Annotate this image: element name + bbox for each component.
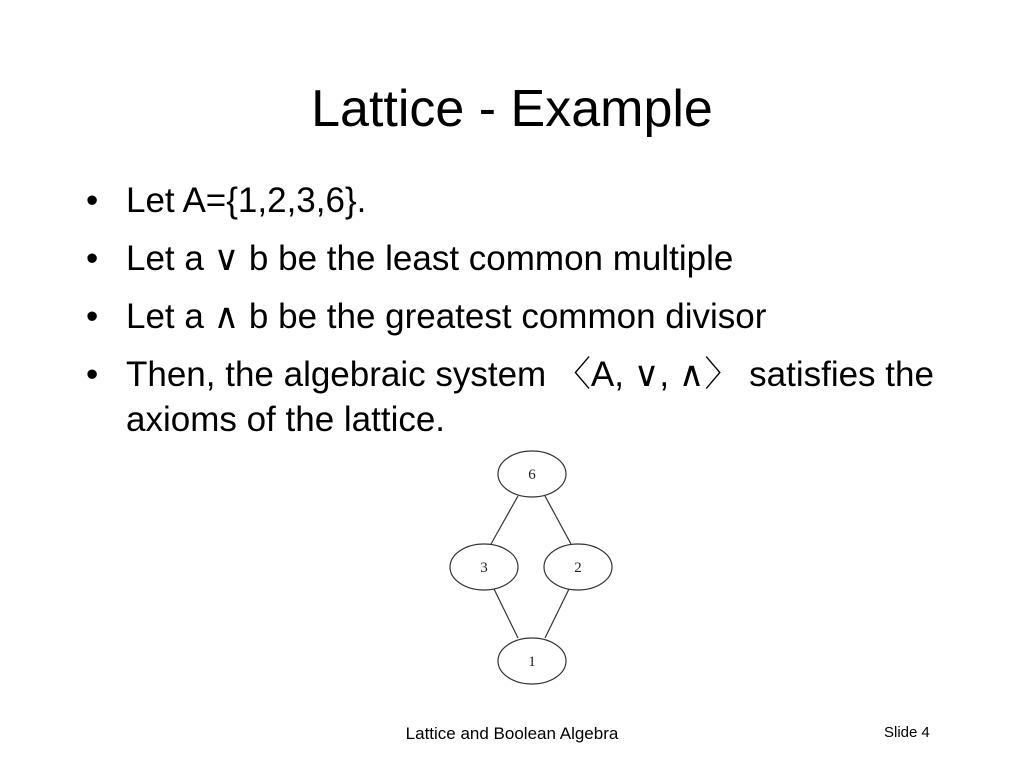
node-label-1: 1 bbox=[528, 654, 536, 670]
bullet-text: Let A={1,2,3,6}. bbox=[126, 181, 367, 220]
bullet-item bbox=[86, 178, 946, 223]
bullet-marker: • bbox=[86, 239, 99, 278]
node-label-6: 6 bbox=[528, 467, 536, 483]
bullet-text: Then, the algebraic system 〈A, ∨, ∧〉 satisfies the axioms of the lattice. bbox=[126, 355, 934, 439]
bullet-item bbox=[86, 352, 946, 442]
bullet-text: Let a ∨ b be the least common multiple bbox=[126, 239, 734, 278]
bullet-marker: • bbox=[86, 297, 99, 336]
bullet-marker: • bbox=[86, 355, 99, 394]
node-label-2: 2 bbox=[574, 560, 582, 576]
bullet-list bbox=[86, 178, 946, 455]
edge-6-3 bbox=[491, 496, 518, 544]
slide-number-value: 4 bbox=[921, 724, 930, 741]
edge-6-2 bbox=[545, 496, 571, 544]
bullet-item bbox=[86, 294, 946, 339]
node-label-3: 3 bbox=[480, 560, 488, 576]
bullet-text: Let a ∧ b be the greatest common divisor bbox=[126, 297, 767, 336]
hasse-diagram bbox=[444, 446, 620, 690]
slide-number-label: Slide bbox=[884, 724, 918, 741]
edge-3-1 bbox=[494, 589, 518, 638]
bullet-item bbox=[86, 236, 946, 281]
bullet-marker: • bbox=[86, 181, 99, 220]
footer-text: Lattice and Boolean Algebra bbox=[405, 724, 619, 743]
slide-number bbox=[884, 723, 930, 743]
slide-title: Lattice - Example bbox=[311, 80, 713, 138]
edge-2-1 bbox=[545, 589, 569, 638]
